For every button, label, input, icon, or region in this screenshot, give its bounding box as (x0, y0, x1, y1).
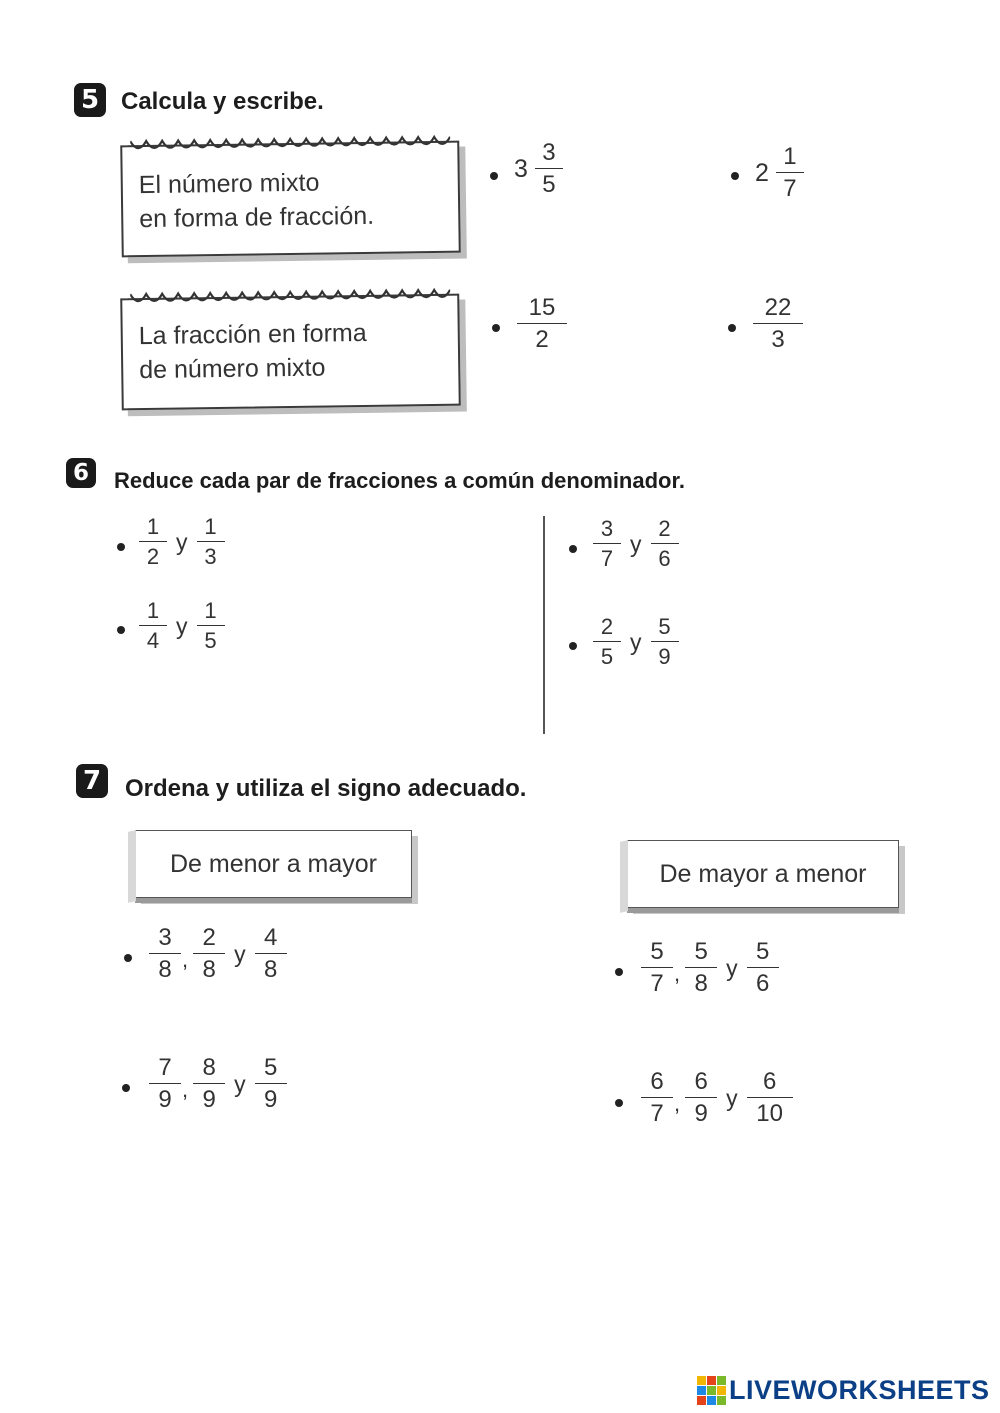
fraction (641, 940, 673, 996)
fraction (139, 516, 167, 568)
numerator: 8 (202, 1054, 216, 1081)
note-mixed-to-fraction (120, 141, 461, 258)
numerator: 1 (204, 514, 217, 539)
bullet (490, 172, 498, 180)
spiral-binding-icon (130, 133, 450, 155)
numerator: 5 (658, 614, 671, 639)
denominator: 9 (685, 1097, 717, 1126)
exercise-7-number: 7 (76, 764, 108, 798)
fraction (193, 1056, 225, 1112)
fraction-15-2 (514, 296, 570, 352)
connector: y (234, 1070, 246, 1097)
bullet (492, 324, 500, 332)
numerator: 1 (783, 143, 797, 170)
column-divider (543, 516, 545, 734)
numerator: 4 (263, 924, 278, 951)
note-text-line1: La fracción en forma (138, 318, 367, 351)
fraction (149, 926, 181, 982)
exercise-6-title: Reduce cada par de fracciones a común denominador. (114, 468, 685, 493)
fraction (651, 518, 679, 570)
denominator: 9 (255, 1083, 287, 1112)
fraction (193, 926, 225, 982)
bullet (117, 543, 125, 551)
bullet (122, 1084, 130, 1092)
numerator: 15 (528, 294, 556, 321)
fraction (651, 616, 679, 668)
fraction (776, 145, 804, 201)
numerator: 3 (600, 516, 614, 541)
denominator: 5 (535, 168, 563, 197)
connector: y (234, 940, 246, 967)
spiral-binding-icon (130, 286, 450, 308)
denominator: 8 (685, 967, 717, 996)
denominator: 5 (197, 625, 225, 652)
comma: , (182, 1077, 189, 1102)
fraction (149, 1056, 181, 1112)
fraction-pair (136, 516, 228, 568)
exercise-7-title: Ordena y utiliza el signo adecuado. (125, 775, 527, 802)
fraction (139, 600, 167, 652)
numerator: 1 (146, 514, 160, 539)
connector: y (176, 528, 188, 555)
comma: , (182, 947, 189, 972)
fraction (197, 600, 225, 652)
fraction-22-3 (750, 296, 806, 352)
comma: , (674, 961, 681, 986)
denominator: 7 (641, 967, 673, 996)
denominator: 7 (641, 1097, 673, 1126)
fraction-group (638, 1070, 796, 1126)
fraction-group (146, 1056, 290, 1112)
denominator: 9 (651, 641, 679, 668)
denominator: 2 (517, 323, 567, 352)
denominator: 3 (197, 541, 225, 568)
note-text-line1: El número mixto (138, 168, 320, 200)
connector: y (726, 954, 738, 981)
numerator: 6 (762, 1068, 777, 1095)
fraction (517, 296, 567, 352)
fraction-pair (136, 600, 228, 652)
liveworksheets-brand (697, 1375, 990, 1406)
denominator: 10 (747, 1097, 793, 1126)
fraction-pair (590, 518, 682, 570)
label-descending: De mayor a menor (627, 840, 899, 908)
connector: y (630, 530, 642, 557)
bullet (124, 954, 132, 962)
denominator: 9 (193, 1083, 225, 1112)
denominator: 7 (776, 172, 804, 201)
denominator: 6 (747, 967, 779, 996)
exercise-6-number: 6 (66, 458, 96, 488)
fraction (535, 141, 563, 197)
bullet (615, 1099, 623, 1107)
numerator: 5 (694, 938, 708, 965)
fraction (753, 296, 803, 352)
connector: y (176, 612, 188, 639)
denominator: 5 (593, 641, 621, 668)
numerator: 1 (204, 598, 217, 623)
liveworksheets-logo-icon (697, 1376, 726, 1405)
note-text-line2: en forma de fracción. (139, 201, 375, 234)
fraction (641, 1070, 673, 1126)
fraction (747, 940, 779, 996)
fraction (255, 1056, 287, 1112)
denominator: 8 (255, 953, 287, 982)
fraction (593, 518, 621, 570)
whole-part: 2 (755, 158, 769, 187)
denominator: 8 (193, 953, 225, 982)
numerator: 2 (658, 516, 671, 541)
bullet (615, 968, 623, 976)
comma: , (674, 1091, 681, 1116)
mixed-number-2-1-7 (755, 145, 807, 201)
denominator: 7 (593, 543, 621, 570)
numerator: 5 (263, 1054, 278, 1081)
connector: y (726, 1084, 738, 1111)
fraction (685, 940, 717, 996)
denominator: 4 (139, 625, 167, 652)
fraction (747, 1070, 793, 1126)
bullet (569, 642, 577, 650)
label-ascending: De menor a mayor (135, 830, 412, 898)
numerator: 3 (542, 139, 556, 166)
numerator: 5 (755, 938, 770, 965)
denominator: 3 (753, 323, 803, 352)
fraction (197, 516, 225, 568)
numerator: 6 (694, 1068, 708, 1095)
bullet (117, 626, 125, 634)
fraction-group (146, 926, 290, 982)
denominator: 8 (149, 953, 181, 982)
exercise-5-title: Calcula y escribe. (121, 88, 324, 115)
numerator: 22 (764, 294, 792, 321)
fraction (685, 1070, 717, 1126)
denominator: 6 (651, 543, 679, 570)
bullet (728, 324, 736, 332)
fraction-pair (590, 616, 682, 668)
numerator: 2 (600, 614, 614, 639)
bullet (569, 545, 577, 553)
fraction (593, 616, 621, 668)
exercise-5-number: 5 (74, 83, 106, 117)
numerator: 3 (158, 924, 172, 951)
numerator: 5 (650, 938, 664, 965)
numerator: 6 (650, 1068, 664, 1095)
numerator: 2 (202, 924, 216, 951)
numerator: 7 (158, 1054, 172, 1081)
brand-name: LIVEWORKSHEETS (729, 1375, 990, 1405)
note-fraction-to-mixed (120, 294, 461, 411)
fraction-group (638, 940, 782, 996)
denominator: 9 (149, 1083, 181, 1112)
connector: y (630, 628, 642, 655)
denominator: 2 (139, 541, 167, 568)
note-text-line2: de número mixto (139, 353, 326, 385)
bullet (731, 172, 739, 180)
fraction (255, 926, 287, 982)
numerator: 1 (146, 598, 160, 623)
mixed-number-3-3-5 (514, 141, 566, 197)
whole-part: 3 (514, 154, 528, 183)
